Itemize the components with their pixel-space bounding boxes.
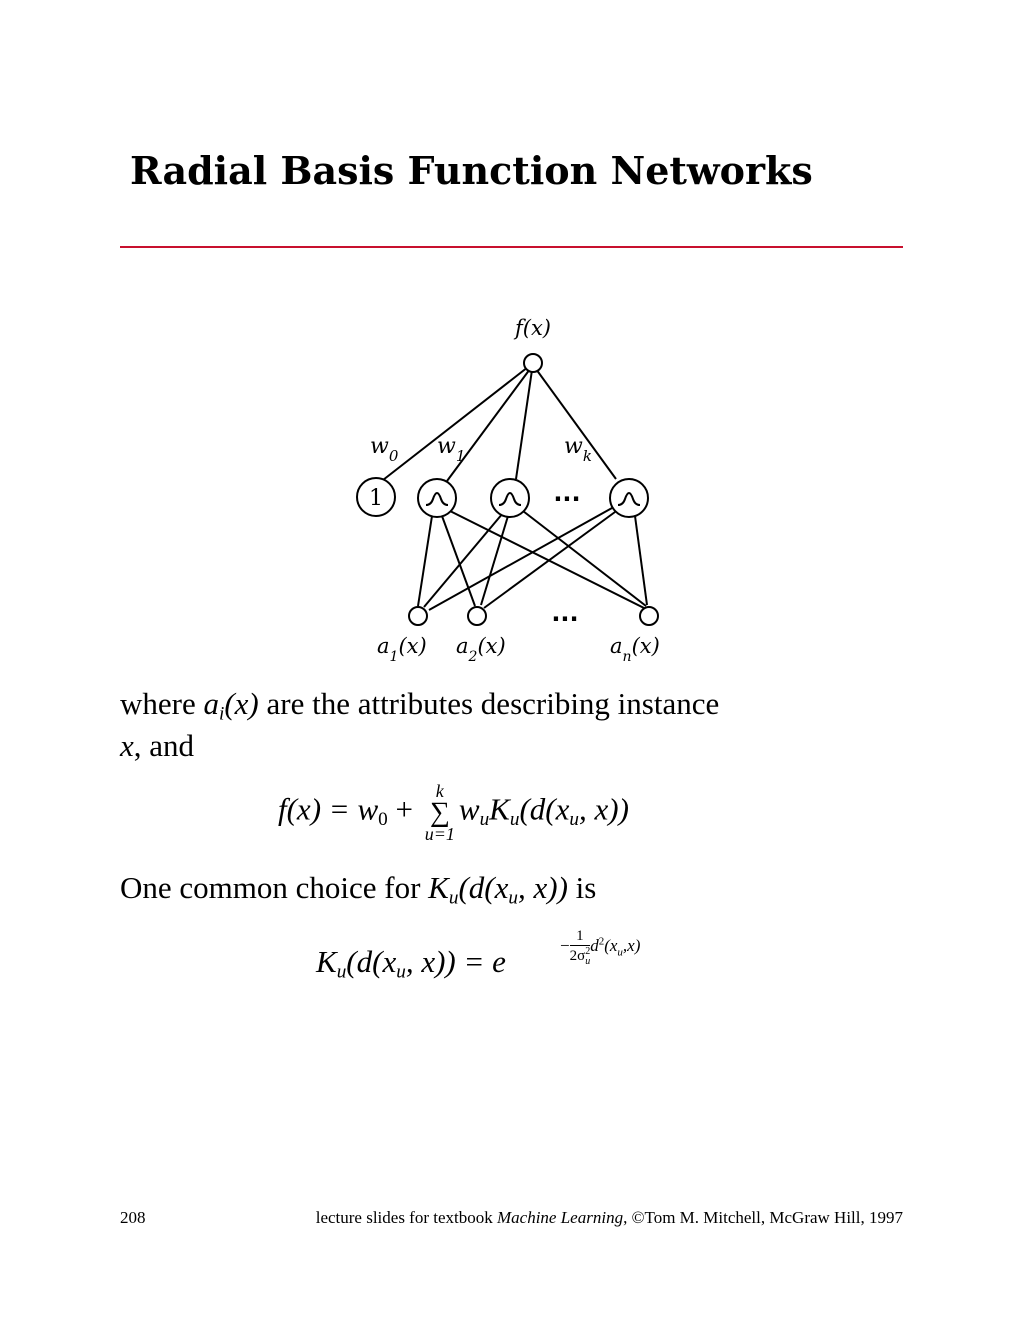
edge-hk-a2 bbox=[484, 512, 615, 608]
output-label: f(x) bbox=[514, 316, 552, 340]
hidden-node-1 bbox=[418, 479, 456, 517]
edge-hk-an bbox=[635, 516, 647, 605]
hidden-node-2 bbox=[491, 479, 529, 517]
input-node-2 bbox=[468, 607, 486, 625]
input-node-n bbox=[640, 607, 658, 625]
edge-out-h2 bbox=[516, 370, 532, 479]
hidden-node-k bbox=[610, 479, 648, 517]
edge-h2-a1 bbox=[424, 513, 503, 607]
edge-h2-an bbox=[523, 511, 646, 606]
weight-w0: $w_0$ bbox=[370, 434, 399, 465]
output-node bbox=[524, 354, 542, 372]
weight-wk: $w_k$ bbox=[564, 434, 592, 465]
summation: k ∑ u=1 bbox=[424, 781, 455, 845]
hidden-ellipsis: ... bbox=[553, 479, 581, 507]
edge-h1-a1 bbox=[418, 516, 432, 606]
input-label-1: $a_1(x)$ bbox=[377, 634, 427, 665]
rbf-network-diagram bbox=[330, 305, 710, 675]
page-number: 208 bbox=[120, 1208, 146, 1227]
kernel-exponent: − $\frac{1}{2\sigma^2_u}$ $d^2(x_u,x)$ bbox=[560, 928, 641, 967]
edge-h1-an bbox=[450, 511, 644, 608]
input-label-2: $a_2(x)$ bbox=[456, 634, 506, 665]
bias-value: 1 bbox=[369, 486, 383, 511]
input-ellipsis: ... bbox=[551, 599, 579, 627]
edge-out-hk bbox=[536, 369, 616, 479]
title-rule bbox=[120, 246, 903, 248]
and-line: x, and bbox=[120, 728, 195, 763]
slide-title: Radial Basis Function Networks bbox=[130, 148, 813, 193]
where-line: where $a_i(x)$ are the attributes describing instance bbox=[120, 686, 720, 725]
kernel-equation: $K_u(d(x_u$, x)) = e bbox=[316, 944, 506, 983]
choice-line: One common choice for $K_u(d(x_u$, x)) is bbox=[120, 870, 597, 909]
input-label-n: $a_n(x)$ bbox=[610, 634, 660, 665]
rbf-equation: $f(x) = w_0$ + k ∑ u=1 $w_uK_u(d(x_u$, x)) bbox=[278, 781, 629, 845]
weight-w1: $w_1$ bbox=[437, 434, 466, 465]
input-node-1 bbox=[409, 607, 427, 625]
footer-credit: lecture slides for textbook Machine Learning, ©Tom M. Mitchell, McGraw Hill, 1997 bbox=[315, 1208, 903, 1227]
